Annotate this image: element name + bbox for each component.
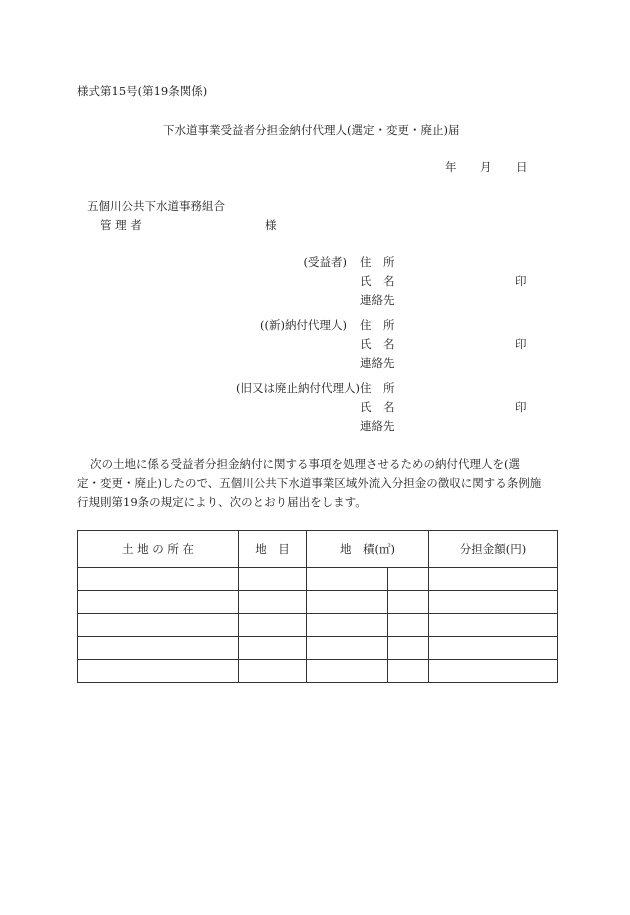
amount-cell[interactable] <box>429 637 558 660</box>
party-role-new-agent: ((新)納付代理人) <box>260 318 347 332</box>
header-category: 地 目 <box>239 531 307 568</box>
area-decimal-cell[interactable] <box>388 568 429 591</box>
party-contact-label: 連絡先 <box>360 356 395 370</box>
party-contact-label: 連絡先 <box>360 293 395 307</box>
party-contact-label: 連絡先 <box>360 419 395 433</box>
party-role-beneficiary: (受益者) <box>303 255 347 269</box>
addressee-role: 管 理 者 <box>100 218 142 232</box>
area-decimal-cell[interactable] <box>388 637 429 660</box>
table-header-row <box>78 531 558 568</box>
seal-mark: 印 <box>515 400 527 414</box>
body-text-line: 次の土地に係る受益者分担金納付に関する事項を処理させるための納付代理人を(選 <box>90 457 520 471</box>
header-area: 地 積(㎡) <box>307 531 429 568</box>
date-month-label: 月 <box>480 160 492 174</box>
party-name-label: 氏 名 <box>360 337 395 351</box>
header-amount: 分担金額(円) <box>429 531 558 568</box>
body-text-line: 定・変更・廃止)したので、五個川公共下水道事業区域外流入分担金の徴収に関する条例施 <box>77 476 542 490</box>
area-integer-cell[interactable] <box>307 614 388 637</box>
category-cell[interactable] <box>239 591 307 614</box>
party-address-label: 住 所 <box>360 381 395 395</box>
form-number: 様式第15号(第19条関係) <box>77 84 208 98</box>
table-row <box>78 637 558 660</box>
area-integer-cell[interactable] <box>307 660 388 683</box>
party-name-label: 氏 名 <box>360 274 395 288</box>
category-cell[interactable] <box>239 614 307 637</box>
seal-mark: 印 <box>515 274 527 288</box>
table-row <box>78 660 558 683</box>
area-integer-cell[interactable] <box>307 591 388 614</box>
body-text-line: 行規則第19条の規定により、次のとおり届出をします。 <box>77 495 367 509</box>
party-address-label: 住 所 <box>360 255 395 269</box>
header-location: 土 地 の 所 在 <box>78 531 239 568</box>
location-cell[interactable] <box>78 637 239 660</box>
addressee-honorific: 様 <box>265 218 277 232</box>
category-cell[interactable] <box>239 637 307 660</box>
area-integer-cell[interactable] <box>307 568 388 591</box>
area-decimal-cell[interactable] <box>388 591 429 614</box>
table-row <box>78 614 558 637</box>
location-cell[interactable] <box>78 660 239 683</box>
area-decimal-cell[interactable] <box>388 614 429 637</box>
table-row <box>78 591 558 614</box>
location-cell[interactable] <box>78 568 239 591</box>
document-title: 下水道事業受益者分担金納付代理人(選定・変更・廃止)届 <box>163 123 460 137</box>
area-decimal-cell[interactable] <box>388 660 429 683</box>
addressee-org: 五個川公共下水道事務組合 <box>87 199 225 213</box>
date-day-label: 日 <box>516 160 528 174</box>
category-cell[interactable] <box>239 660 307 683</box>
land-table <box>77 530 558 683</box>
amount-cell[interactable] <box>429 568 558 591</box>
party-name-label: 氏 名 <box>360 400 395 414</box>
amount-cell[interactable] <box>429 591 558 614</box>
location-cell[interactable] <box>78 591 239 614</box>
party-address-label: 住 所 <box>360 318 395 332</box>
location-cell[interactable] <box>78 614 239 637</box>
amount-cell[interactable] <box>429 614 558 637</box>
date-year-label: 年 <box>445 160 457 174</box>
party-role-old-agent: (旧又は廃止納付代理人) <box>236 381 360 395</box>
seal-mark: 印 <box>515 337 527 351</box>
area-integer-cell[interactable] <box>307 637 388 660</box>
amount-cell[interactable] <box>429 660 558 683</box>
table-row <box>78 568 558 591</box>
category-cell[interactable] <box>239 568 307 591</box>
